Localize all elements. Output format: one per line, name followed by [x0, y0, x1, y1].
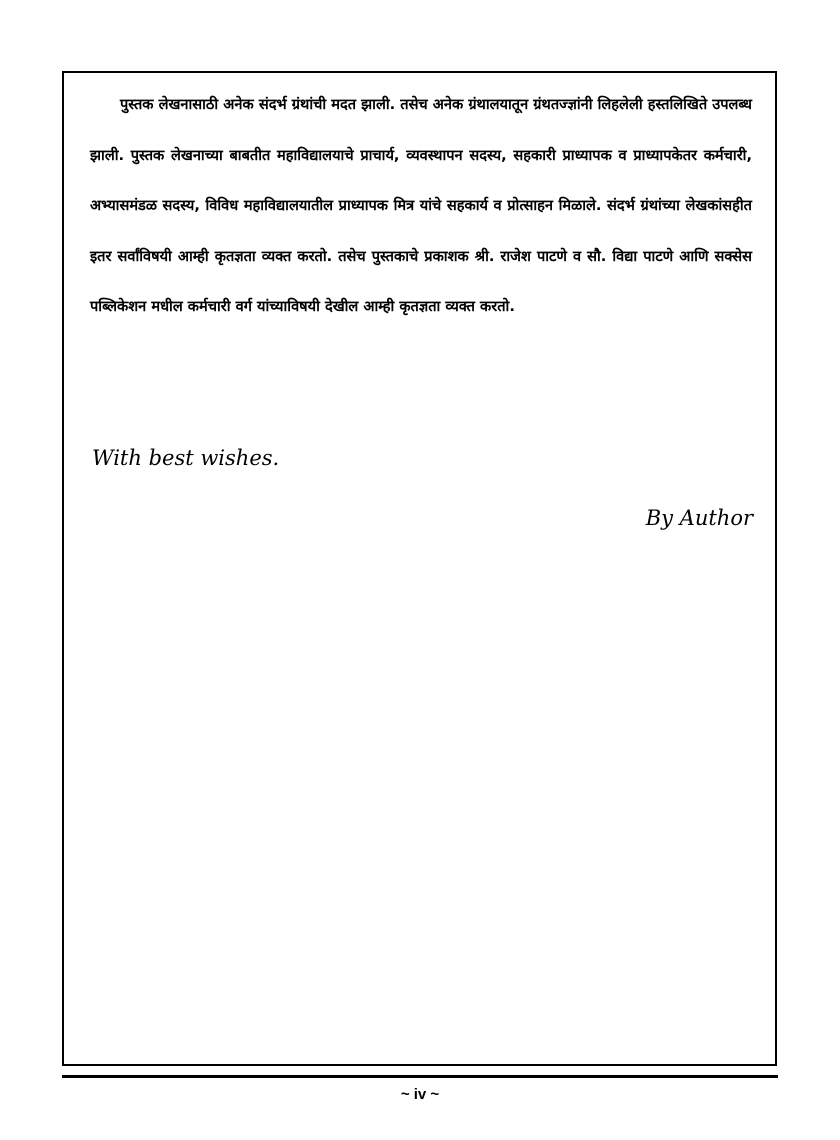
closing-line: With best wishes. [92, 446, 280, 470]
footer-divider [62, 1075, 778, 1078]
page-number: ~ iv ~ [400, 1086, 440, 1103]
author-signature: By Author [645, 506, 753, 530]
acknowledgement-paragraph: पुस्तक लेखनासाठी अनेक संदर्भ ग्रंथांची मदत झाली. तसेच अनेक ग्रंथालयातून ग्रंथतज्ज्ञांनी लिहलेली हस्तलिखिते उपलब्ध झाली. पुस्तक लेखनाच्या बाबतीत महाविद्यालयाचे प्राचार्य, व्यवस्थापन सदस्य, सहकारी प्राध्यापक व प्राध्यापकेतर कर्मचारी, अभ्यासमंडळ सदस्य, विविध महाविद्यालयातील प्राध्यापक मित्र यांचे सहकार्य व प्रोत्साहन मिळाले. संदर्भ ग्रंथांच्या लेखकांसहीत इतर सर्वांविषयी आम्ही कृतज्ञता व्यक्त करतो. तसेच पुस्तकाचे प्रकाशक श्री. राजेश पाटणे व सौ. विद्या पाटणे आणि सक्सेस पब्लिकेशन मधील कर्मचारी वर्ग यांच्याविषयी देखील आम्ही कृतज्ञता व्यक्त करतो. [90, 96, 752, 316]
